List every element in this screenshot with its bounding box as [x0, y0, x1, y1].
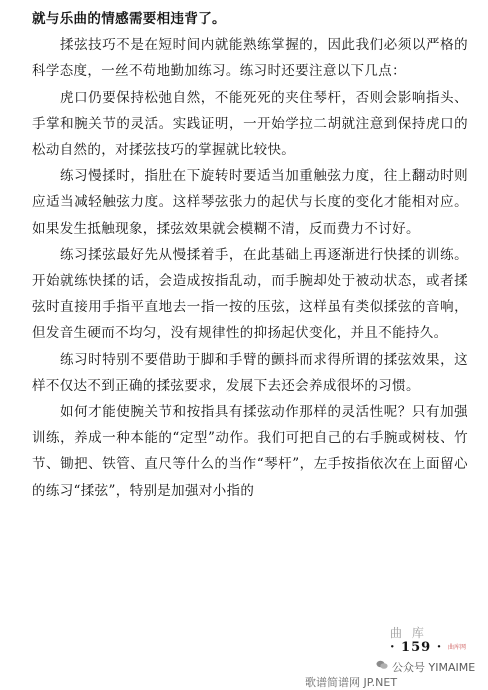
paragraph-3: 虎口仍要保持松弛自然，不能死死的夹住琴杆，否则会影响指头、手掌和腕关节的灵活。实践证明，一开始学拉二胡就注意到保持虎口的松动自然的，对揉弦技巧的掌握就比较快。 — [32, 89, 468, 159]
paragraph-2: 揉弦技巧不是在短时间内就能熟练掌握的，因此我们必须以严格的科学态度，一丝不苟地勤加练习。练习时还要注意以下几点： — [32, 37, 468, 80]
page-footer — [0, 626, 488, 690]
watermark-site: 歌谱简谱网 JP.NET — [305, 676, 398, 689]
paragraph-7: 如何才能使腕关节和按指具有揉弦动作那样的灵活性呢？只有加强训练，养成一种本能的“定型”动作。我们可把自己的右手腕或树枝、竹节、锄把、铁管、直尺等什么的当作“琴杆”，左手按指依次在上面留心的练习“揉弦”，特别是加强对小指的 — [32, 404, 468, 499]
paragraph-4: 练习慢揉时，指肚在下旋转时要适当加重触弦力度，往上翻动时则应适当减轻触弦力度。这样琴弦张力的起伏与长度的变化才能相对应。如果发生抵触现象，揉弦效果就会模糊不清，反而费力不讨好。 — [32, 168, 468, 237]
paragraph-1: 就与乐曲的情感需要相违背了。 — [32, 11, 226, 27]
page-body — [32, 6, 468, 504]
paragraph-6: 练习时特别不要借助于脚和手臂的颤抖而求得所谓的揉弦效果，这样不仅达不到正确的揉弦要求，发展下去还会养成很坏的习惯。 — [32, 351, 468, 394]
paragraph-5: 练习揉弦最好先从慢揉着手，在此基础上再逐渐进行快揉的训练。开始就练快揉的话，会造成按指乱动，而手腕却处于被动状态，或者揉弦时直接用手指平直地去一指一按的压弦，这样虽有类似揉弦的音响，但发音生硬而不均匀，没有规律性的抑扬起伏变化，并且不能持久。 — [32, 246, 468, 342]
watermark-gzh: 公众号 YIMAIME — [392, 661, 476, 674]
page-number: · 159 · — [390, 640, 443, 655]
watermark-small: 曲库网 — [448, 644, 467, 651]
watermark-brand: 曲 库 — [390, 626, 427, 640]
wechat-icon — [376, 660, 388, 670]
